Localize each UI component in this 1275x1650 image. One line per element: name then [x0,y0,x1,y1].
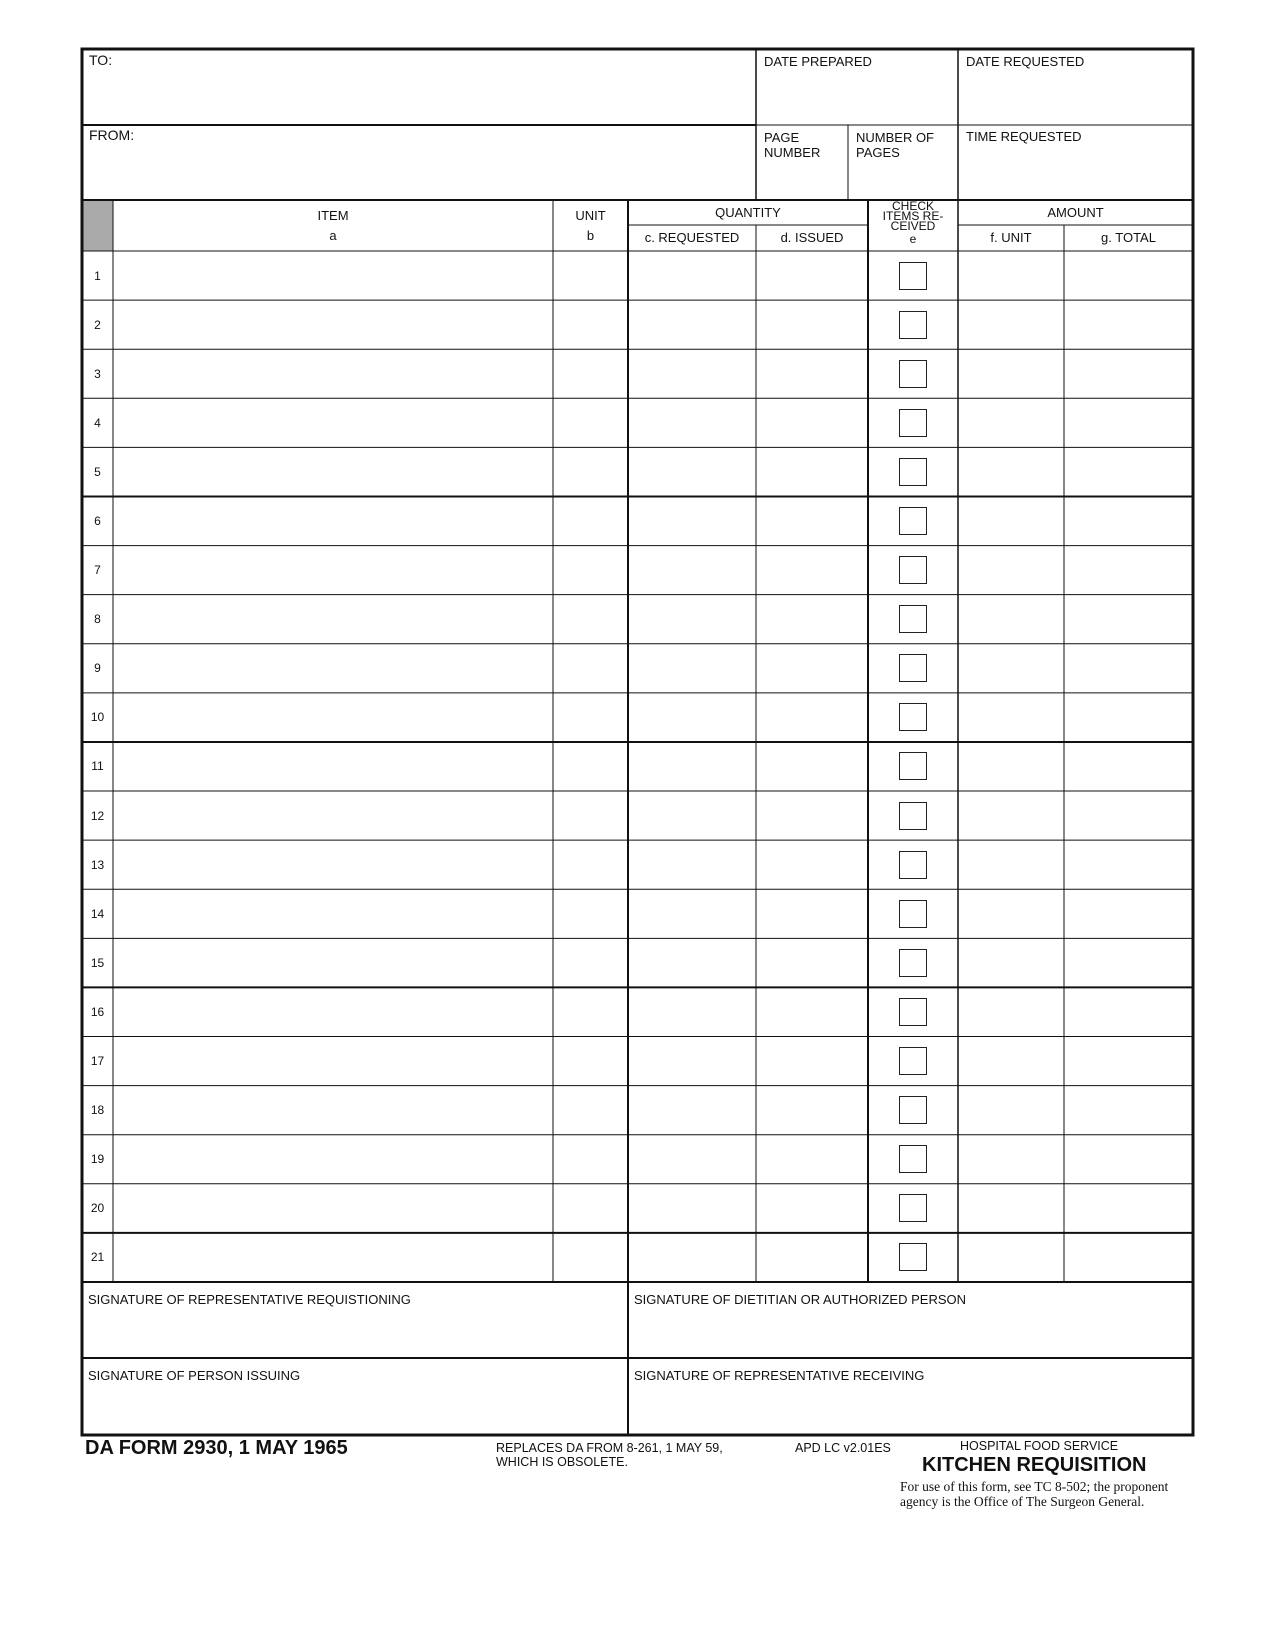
issued-cell[interactable] [756,1037,868,1086]
issued-cell[interactable] [756,889,868,938]
amount-total-cell[interactable] [1064,1184,1193,1233]
amount-unit-cell[interactable] [958,938,1064,987]
issued-cell[interactable] [756,546,868,595]
received-checkbox[interactable] [899,900,927,928]
received-checkbox[interactable] [899,1194,927,1222]
received-checkbox[interactable] [899,998,927,1026]
requested-cell[interactable] [628,840,756,889]
requested-cell[interactable] [628,349,756,398]
from-label: FROM: [89,127,135,143]
table-row [82,938,1193,987]
amount-unit-cell[interactable] [958,1037,1064,1086]
received-checkbox[interactable] [899,1243,927,1271]
row-number: 17 [90,1054,105,1069]
table-row [82,595,1193,644]
amount-unit-cell[interactable] [958,693,1064,742]
version-label: APD LC v2.01ES [795,1441,891,1455]
date-prepared-label: DATE PREPARED [764,54,872,69]
amount-unit-column-header: f. UNIT [990,230,1032,245]
issued-column-header: d. ISSUED [780,230,844,245]
requested-cell[interactable] [628,987,756,1036]
row-number: 20 [90,1201,105,1216]
item-cell[interactable] [113,693,553,742]
issued-cell[interactable] [756,742,868,791]
item-cell[interactable] [113,938,553,987]
amount-unit-cell[interactable] [958,1184,1064,1233]
table-row [82,1233,1193,1282]
row-number: 8 [94,612,101,627]
unit-cell[interactable] [553,693,628,742]
amount-unit-cell[interactable] [958,791,1064,840]
issued-cell[interactable] [756,496,868,545]
signature-issuing-label: SIGNATURE OF PERSON ISSUING [88,1368,301,1383]
row-number: 21 [90,1250,105,1265]
amount-total-cell[interactable] [1064,742,1193,791]
amount-total-cell[interactable] [1064,1037,1193,1086]
signature-requisitioning-label: SIGNATURE OF REPRESENTATIVE REQUISTIONING [88,1292,411,1307]
amount-total-cell[interactable] [1064,496,1193,545]
date-prepared-field[interactable] [756,49,958,125]
row-number: 10 [90,710,105,725]
requested-cell[interactable] [628,889,756,938]
to-field[interactable] [82,49,756,125]
signature-dietitian-box[interactable] [628,1282,1193,1358]
date-requested-label: DATE REQUESTED [966,54,1085,69]
received-checkbox[interactable] [899,605,927,633]
amount-unit-cell[interactable] [958,1135,1064,1184]
requested-cell[interactable] [628,300,756,349]
amount-total-cell[interactable] [1064,889,1193,938]
table-row [82,693,1193,742]
unit-cell[interactable] [553,1135,628,1184]
table-row [82,791,1193,840]
date-requested-field[interactable] [958,49,1193,125]
number-of-pages-label: NUMBER OF PAGES [856,130,934,160]
requested-cell[interactable] [628,791,756,840]
issued-cell[interactable] [756,840,868,889]
amount-total-cell[interactable] [1064,938,1193,987]
unit-cell[interactable] [553,1233,628,1282]
unit-cell[interactable] [553,987,628,1036]
row-number: 7 [94,563,101,578]
unit-cell[interactable] [553,251,628,300]
amount-total-cell[interactable] [1064,693,1193,742]
table-row [82,349,1193,398]
received-checkbox[interactable] [899,802,927,830]
item-cell[interactable] [113,1135,553,1184]
usage-note: For use of this form, see TC 8-502; the proponent agency is the Office of The Surgeon General. [900,1479,1169,1509]
row-number: 15 [90,955,105,970]
amount-unit-cell[interactable] [958,546,1064,595]
item-cell[interactable] [113,595,553,644]
amount-total-cell[interactable] [1064,791,1193,840]
table-row [82,300,1193,349]
requested-cell[interactable] [628,1086,756,1135]
signature-receiving-label: SIGNATURE OF REPRESENTATIVE RECEIVING [634,1368,925,1383]
row-number: 13 [90,857,105,872]
signature-dietitian-label: SIGNATURE OF DIETITIAN OR AUTHORIZED PERSON [634,1292,967,1307]
requested-cell[interactable] [628,496,756,545]
received-checkbox[interactable] [899,1145,927,1173]
issued-cell[interactable] [756,1233,868,1282]
issued-cell[interactable] [756,693,868,742]
time-requested-label: TIME REQUESTED [966,129,1082,144]
replaces-notice: REPLACES DA FROM 8-261, 1 MAY 59, WHICH IS OBSOLETE. [496,1441,723,1469]
amount-unit-cell[interactable] [958,1233,1064,1282]
item-cell[interactable] [113,1037,553,1086]
issued-cell[interactable] [756,791,868,840]
row-number: 5 [94,464,101,479]
received-checkbox[interactable] [899,262,927,290]
requested-cell[interactable] [628,938,756,987]
amount-total-cell[interactable] [1064,644,1193,693]
item-cell[interactable] [113,742,553,791]
quantity-column-header: QUANTITY [715,205,781,220]
amount-unit-cell[interactable] [958,595,1064,644]
unit-cell[interactable] [553,1086,628,1135]
requested-cell[interactable] [628,447,756,496]
received-checkbox[interactable] [899,360,927,388]
issued-cell[interactable] [756,1086,868,1135]
table-row [82,987,1193,1036]
amount-total-cell[interactable] [1064,349,1193,398]
table-row [82,1184,1193,1233]
item-cell[interactable] [113,447,553,496]
issued-cell[interactable] [756,349,868,398]
requested-cell[interactable] [628,595,756,644]
item-cell[interactable] [113,1233,553,1282]
signature-receiving-box[interactable] [628,1358,1193,1435]
row-number: 16 [90,1004,105,1019]
unit-cell[interactable] [553,889,628,938]
issued-cell[interactable] [756,987,868,1036]
received-checkbox[interactable] [899,507,927,535]
amount-unit-cell[interactable] [958,349,1064,398]
amount-unit-cell[interactable] [958,447,1064,496]
issued-cell[interactable] [756,595,868,644]
amount-unit-cell[interactable] [958,987,1064,1036]
requested-cell[interactable] [628,1135,756,1184]
unit-cell[interactable] [553,496,628,545]
table-row [82,742,1193,791]
unit-cell[interactable] [553,742,628,791]
received-checkbox[interactable] [899,409,927,437]
issued-cell[interactable] [756,644,868,693]
table-row [82,1037,1193,1086]
item-cell[interactable] [113,1184,553,1233]
amount-total-cell[interactable] [1064,987,1193,1036]
requested-column-header: c. REQUESTED [644,230,740,245]
amount-total-column-header: g. TOTAL [1101,230,1156,245]
amount-column-header: AMOUNT [1047,205,1104,220]
form-id: DA FORM 2930, 1 MAY 1965 [85,1437,348,1459]
received-checkbox[interactable] [899,752,927,780]
item-cell[interactable] [113,644,553,693]
amount-total-cell[interactable] [1064,1086,1193,1135]
amount-total-cell[interactable] [1064,595,1193,644]
item-cell[interactable] [113,987,553,1036]
amount-unit-cell[interactable] [958,1086,1064,1135]
table-row [82,496,1193,545]
row-number: 18 [90,1103,105,1118]
to-label: TO: [89,52,113,68]
requested-cell[interactable] [628,1233,756,1282]
amount-unit-cell[interactable] [958,398,1064,447]
received-checkbox[interactable] [899,654,927,682]
amount-total-cell[interactable] [1064,398,1193,447]
signature-requisitioning-box[interactable] [82,1282,628,1358]
unit-cell[interactable] [553,546,628,595]
page-number-label: PAGE NUMBER [764,130,821,160]
signature-issuing-box[interactable] [82,1358,628,1435]
item-cell[interactable] [113,791,553,840]
requested-cell[interactable] [628,546,756,595]
amount-unit-cell[interactable] [958,742,1064,791]
amount-total-cell[interactable] [1064,1135,1193,1184]
unit-column-header: UNIT b [575,208,606,243]
item-cell[interactable] [113,398,553,447]
unit-cell[interactable] [553,840,628,889]
row-number: 2 [94,317,101,332]
amount-unit-cell[interactable] [958,840,1064,889]
item-column-header: ITEM a [317,208,349,243]
requested-cell[interactable] [628,251,756,300]
unit-cell[interactable] [553,938,628,987]
issued-cell[interactable] [756,1135,868,1184]
number-of-pages-field[interactable] [848,125,958,200]
row-number: 4 [94,415,101,430]
service-label: HOSPITAL FOOD SERVICE [960,1439,1119,1453]
row-number: 3 [94,366,101,381]
amount-unit-cell[interactable] [958,644,1064,693]
page-number-field[interactable] [756,125,848,200]
unit-cell[interactable] [553,300,628,349]
unit-cell[interactable] [553,398,628,447]
issued-cell[interactable] [756,251,868,300]
received-checkbox[interactable] [899,1096,927,1124]
row-number: 6 [94,514,101,529]
table-row [82,1086,1193,1135]
unit-cell[interactable] [553,349,628,398]
amount-total-cell[interactable] [1064,1233,1193,1282]
requested-cell[interactable] [628,742,756,791]
time-requested-field[interactable] [958,125,1193,200]
item-cell[interactable] [113,1086,553,1135]
unit-cell[interactable] [553,595,628,644]
item-cell[interactable] [113,889,553,938]
table-row [82,1135,1193,1184]
item-cell[interactable] [113,546,553,595]
table-row [82,644,1193,693]
row-number: 14 [90,906,105,921]
received-checkbox[interactable] [899,556,927,584]
check-items-received-header: CHECK ITEMS RE- CEIVED e [882,199,944,246]
requested-cell[interactable] [628,644,756,693]
item-cell[interactable] [113,251,553,300]
requested-cell[interactable] [628,1184,756,1233]
amount-unit-cell[interactable] [958,251,1064,300]
row-number: 11 [91,759,104,774]
issued-cell[interactable] [756,1184,868,1233]
row-number: 1 [94,268,101,283]
from-field[interactable] [82,125,756,200]
amount-total-cell[interactable] [1064,251,1193,300]
received-checkbox[interactable] [899,851,927,879]
table-row [82,398,1193,447]
received-checkbox[interactable] [899,703,927,731]
requested-cell[interactable] [628,398,756,447]
issued-cell[interactable] [756,300,868,349]
issued-cell[interactable] [756,398,868,447]
received-checkbox[interactable] [899,311,927,339]
unit-cell[interactable] [553,791,628,840]
item-cell[interactable] [113,840,553,889]
received-checkbox[interactable] [899,949,927,977]
item-cell[interactable] [113,349,553,398]
table-row [82,840,1193,889]
unit-cell[interactable] [553,1037,628,1086]
item-cell[interactable] [113,300,553,349]
unit-cell[interactable] [553,644,628,693]
form-title: KITCHEN REQUISITION [922,1454,1147,1476]
unit-cell[interactable] [553,447,628,496]
received-checkbox[interactable] [899,1047,927,1075]
row-number: 9 [94,661,101,676]
table-row [82,546,1193,595]
amount-total-cell[interactable] [1064,546,1193,595]
amount-unit-cell[interactable] [958,300,1064,349]
requested-cell[interactable] [628,1037,756,1086]
issued-cell[interactable] [756,938,868,987]
amount-unit-cell[interactable] [958,889,1064,938]
received-checkbox[interactable] [899,458,927,486]
table-row [82,447,1193,496]
amount-unit-cell[interactable] [958,496,1064,545]
table-row [82,251,1193,300]
table-row [82,889,1193,938]
row-number: 19 [90,1152,105,1167]
row-number: 12 [90,808,105,823]
item-cell[interactable] [113,496,553,545]
amount-total-cell[interactable] [1064,447,1193,496]
requested-cell[interactable] [628,693,756,742]
unit-cell[interactable] [553,1184,628,1233]
amount-total-cell[interactable] [1064,840,1193,889]
issued-cell[interactable] [756,447,868,496]
amount-total-cell[interactable] [1064,300,1193,349]
